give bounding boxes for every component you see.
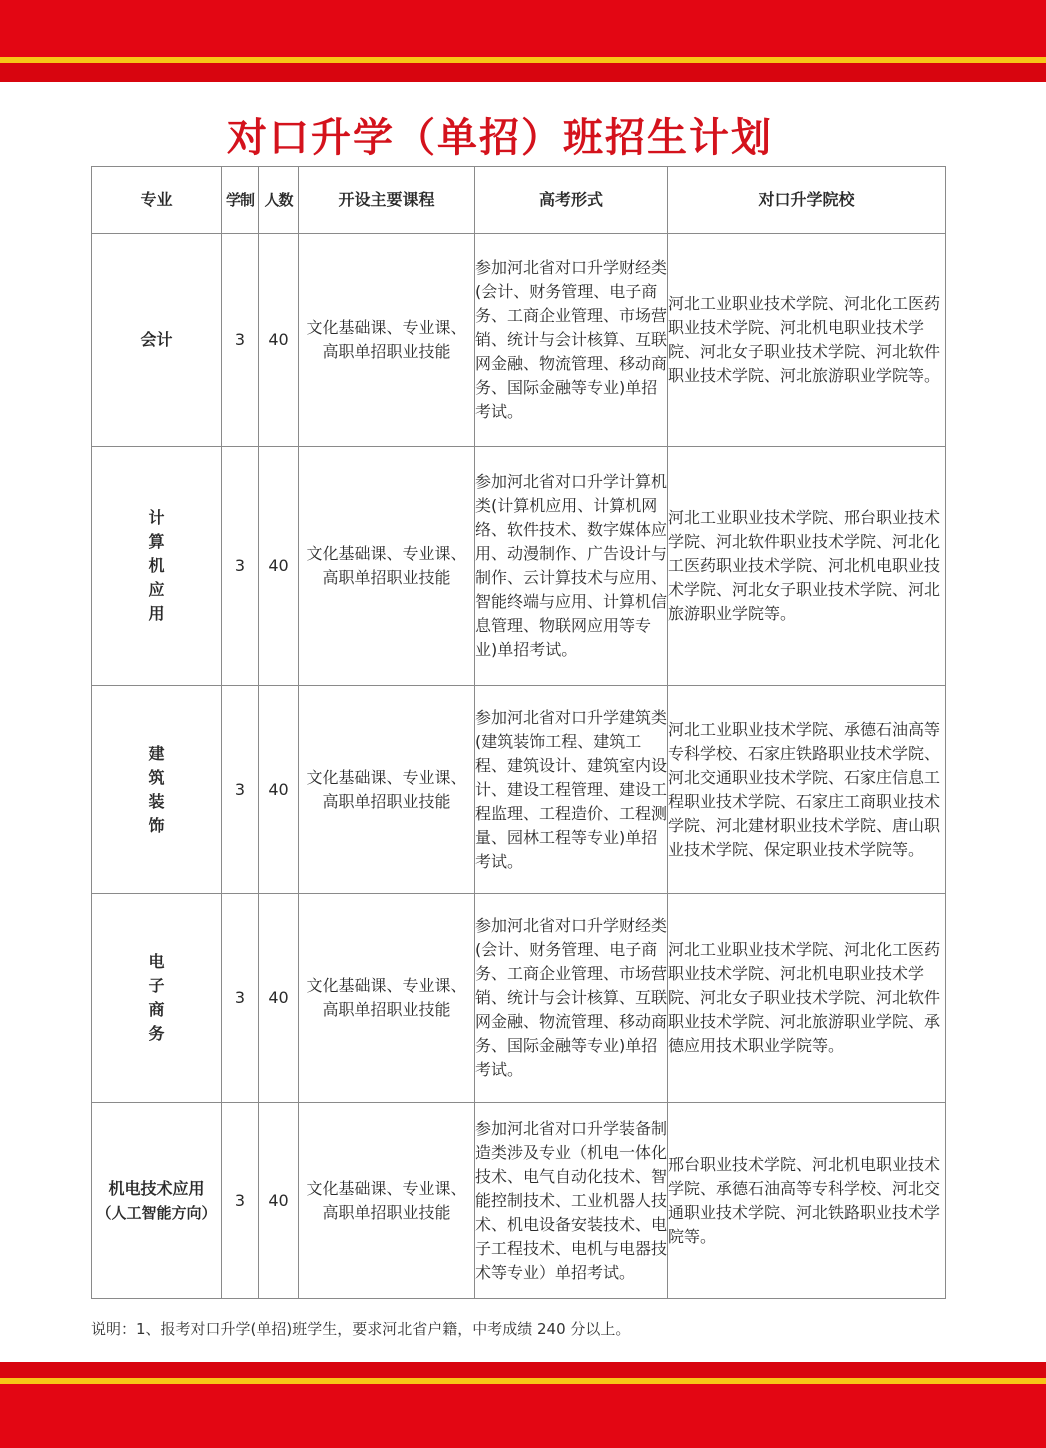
- schools-cell: 邢台职业技术学院、河北机电职业技术学院、承德石油高等专科学校、河北交通职业技术学院、河北铁路职业技术学院等。: [668, 1103, 946, 1299]
- major-name: 建筑装饰: [148, 743, 165, 835]
- header-major: 专业: [92, 167, 222, 234]
- table-header-row: [92, 167, 946, 234]
- courses-cell: 文化基础课、专业课、高职单招职业技能: [299, 447, 475, 686]
- top-banner: [0, 0, 1046, 82]
- footnote: 说明：1、报考对口升学(单招)班学生，要求河北省户籍，中考成绩 240 分以上。: [91, 1320, 631, 1338]
- major-name: 电子商务: [148, 952, 165, 1043]
- header-count: 人数: [259, 167, 299, 234]
- table-row: [92, 1103, 946, 1299]
- count-cell: 40: [259, 447, 299, 686]
- major-name: 计算机应用: [148, 508, 165, 623]
- table-row: [92, 894, 946, 1103]
- count-cell: 40: [259, 894, 299, 1103]
- exam-cell: 参加河北省对口升学计算机类(计算机应用、计算机网络、软件技术、数字媒体应用、动漫制作、广告设计与制作、云计算技术与应用、智能终端与应用、计算机信息管理、物联网应用等专业)单招考试。: [475, 447, 668, 686]
- major-cell: [92, 894, 222, 1103]
- major-name: 机电技术应用: [108, 1178, 205, 1198]
- exam-cell: 参加河北省对口升学财经类(会计、财务管理、电子商务、工商企业管理、市场营销、统计与会计核算、互联网金融、物流管理、移动商务、国际金融等专业)单招考试。: [475, 894, 668, 1103]
- schools-cell: 河北工业职业技术学院、邢台职业技术学院、河北软件职业技术学院、河北化工医药职业技术学院、河北机电职业技术学院、河北女子职业技术学院、河北旅游职业学院等。: [668, 447, 946, 686]
- courses-cell: 文化基础课、专业课、高职单招职业技能: [299, 1103, 475, 1299]
- courses-cell: 文化基础课、专业课、高职单招职业技能: [299, 686, 475, 894]
- schools-cell: 河北工业职业技术学院、承德石油高等专科学校、石家庄铁路职业技术学院、河北交通职业技术学院、石家庄信息工程职业技术学院、石家庄工商职业技术学院、河北建材职业技术学院、唐山职业技术学院、保定职业技术学院等。: [668, 686, 946, 894]
- years-cell: 3: [222, 894, 259, 1103]
- courses-cell: 文化基础课、专业课、高职单招职业技能: [299, 894, 475, 1103]
- table-row: [92, 234, 946, 447]
- years-cell: 3: [222, 234, 259, 447]
- exam-cell: 参加河北省对口升学建筑类(建筑装饰工程、建筑工程、建筑设计、建筑室内设计、建设工程管理、建设工程监理、工程造价、工程测量、园林工程等专业)单招考试。: [475, 686, 668, 894]
- header-courses: 开设主要课程: [299, 167, 475, 234]
- years-cell: 3: [222, 686, 259, 894]
- courses-cell: 文化基础课、专业课、高职单招职业技能: [299, 234, 475, 447]
- major-cell: [92, 686, 222, 894]
- table-row: [92, 447, 946, 686]
- count-cell: 40: [259, 686, 299, 894]
- table-row: [92, 686, 946, 894]
- major-cell: [92, 1103, 222, 1299]
- count-cell: 40: [259, 234, 299, 447]
- header-years: 学制: [222, 167, 259, 234]
- bottom-yellow-stripe: [0, 1378, 1046, 1384]
- header-schools: 对口升学院校: [668, 167, 946, 234]
- exam-cell: 参加河北省对口升学财经类(会计、财务管理、电子商务、工商企业管理、市场营销、统计与会计核算、互联网金融、物流管理、移动商务、国际金融等专业)单招考试。: [475, 234, 668, 447]
- bottom-red-shade: [0, 1362, 1046, 1378]
- years-cell: 3: [222, 447, 259, 686]
- schools-cell: 河北工业职业技术学院、河北化工医药职业技术学院、河北机电职业技术学院、河北女子职业技术学院、河北软件职业技术学院、河北旅游职业学院等。: [668, 234, 946, 447]
- top-red-shade: [0, 63, 1046, 82]
- major-subtitle: （人工智能方向）: [96, 1203, 217, 1222]
- count-cell: 40: [259, 1103, 299, 1299]
- major-cell: [92, 234, 222, 447]
- major-name: 会计: [140, 330, 173, 349]
- exam-cell: 参加河北省对口升学装备制造类涉及专业（机电一体化技术、电气自动化技术、智能控制技术、工业机器人技术、机电设备安装技术、电子工程技术、电机与电器技术等专业）单招考试。: [475, 1103, 668, 1299]
- enrollment-plan-table: [91, 166, 946, 1299]
- page-title: 对口升学（单招）班招生计划: [227, 115, 773, 161]
- header-exam: 高考形式: [475, 167, 668, 234]
- schools-cell: 河北工业职业技术学院、河北化工医药职业技术学院、河北机电职业技术学院、河北女子职业技术学院、河北软件职业技术学院、河北旅游职业学院、承德应用技术职业学院等。: [668, 894, 946, 1103]
- major-cell: [92, 447, 222, 686]
- years-cell: 3: [222, 1103, 259, 1299]
- bottom-banner: [0, 1362, 1046, 1448]
